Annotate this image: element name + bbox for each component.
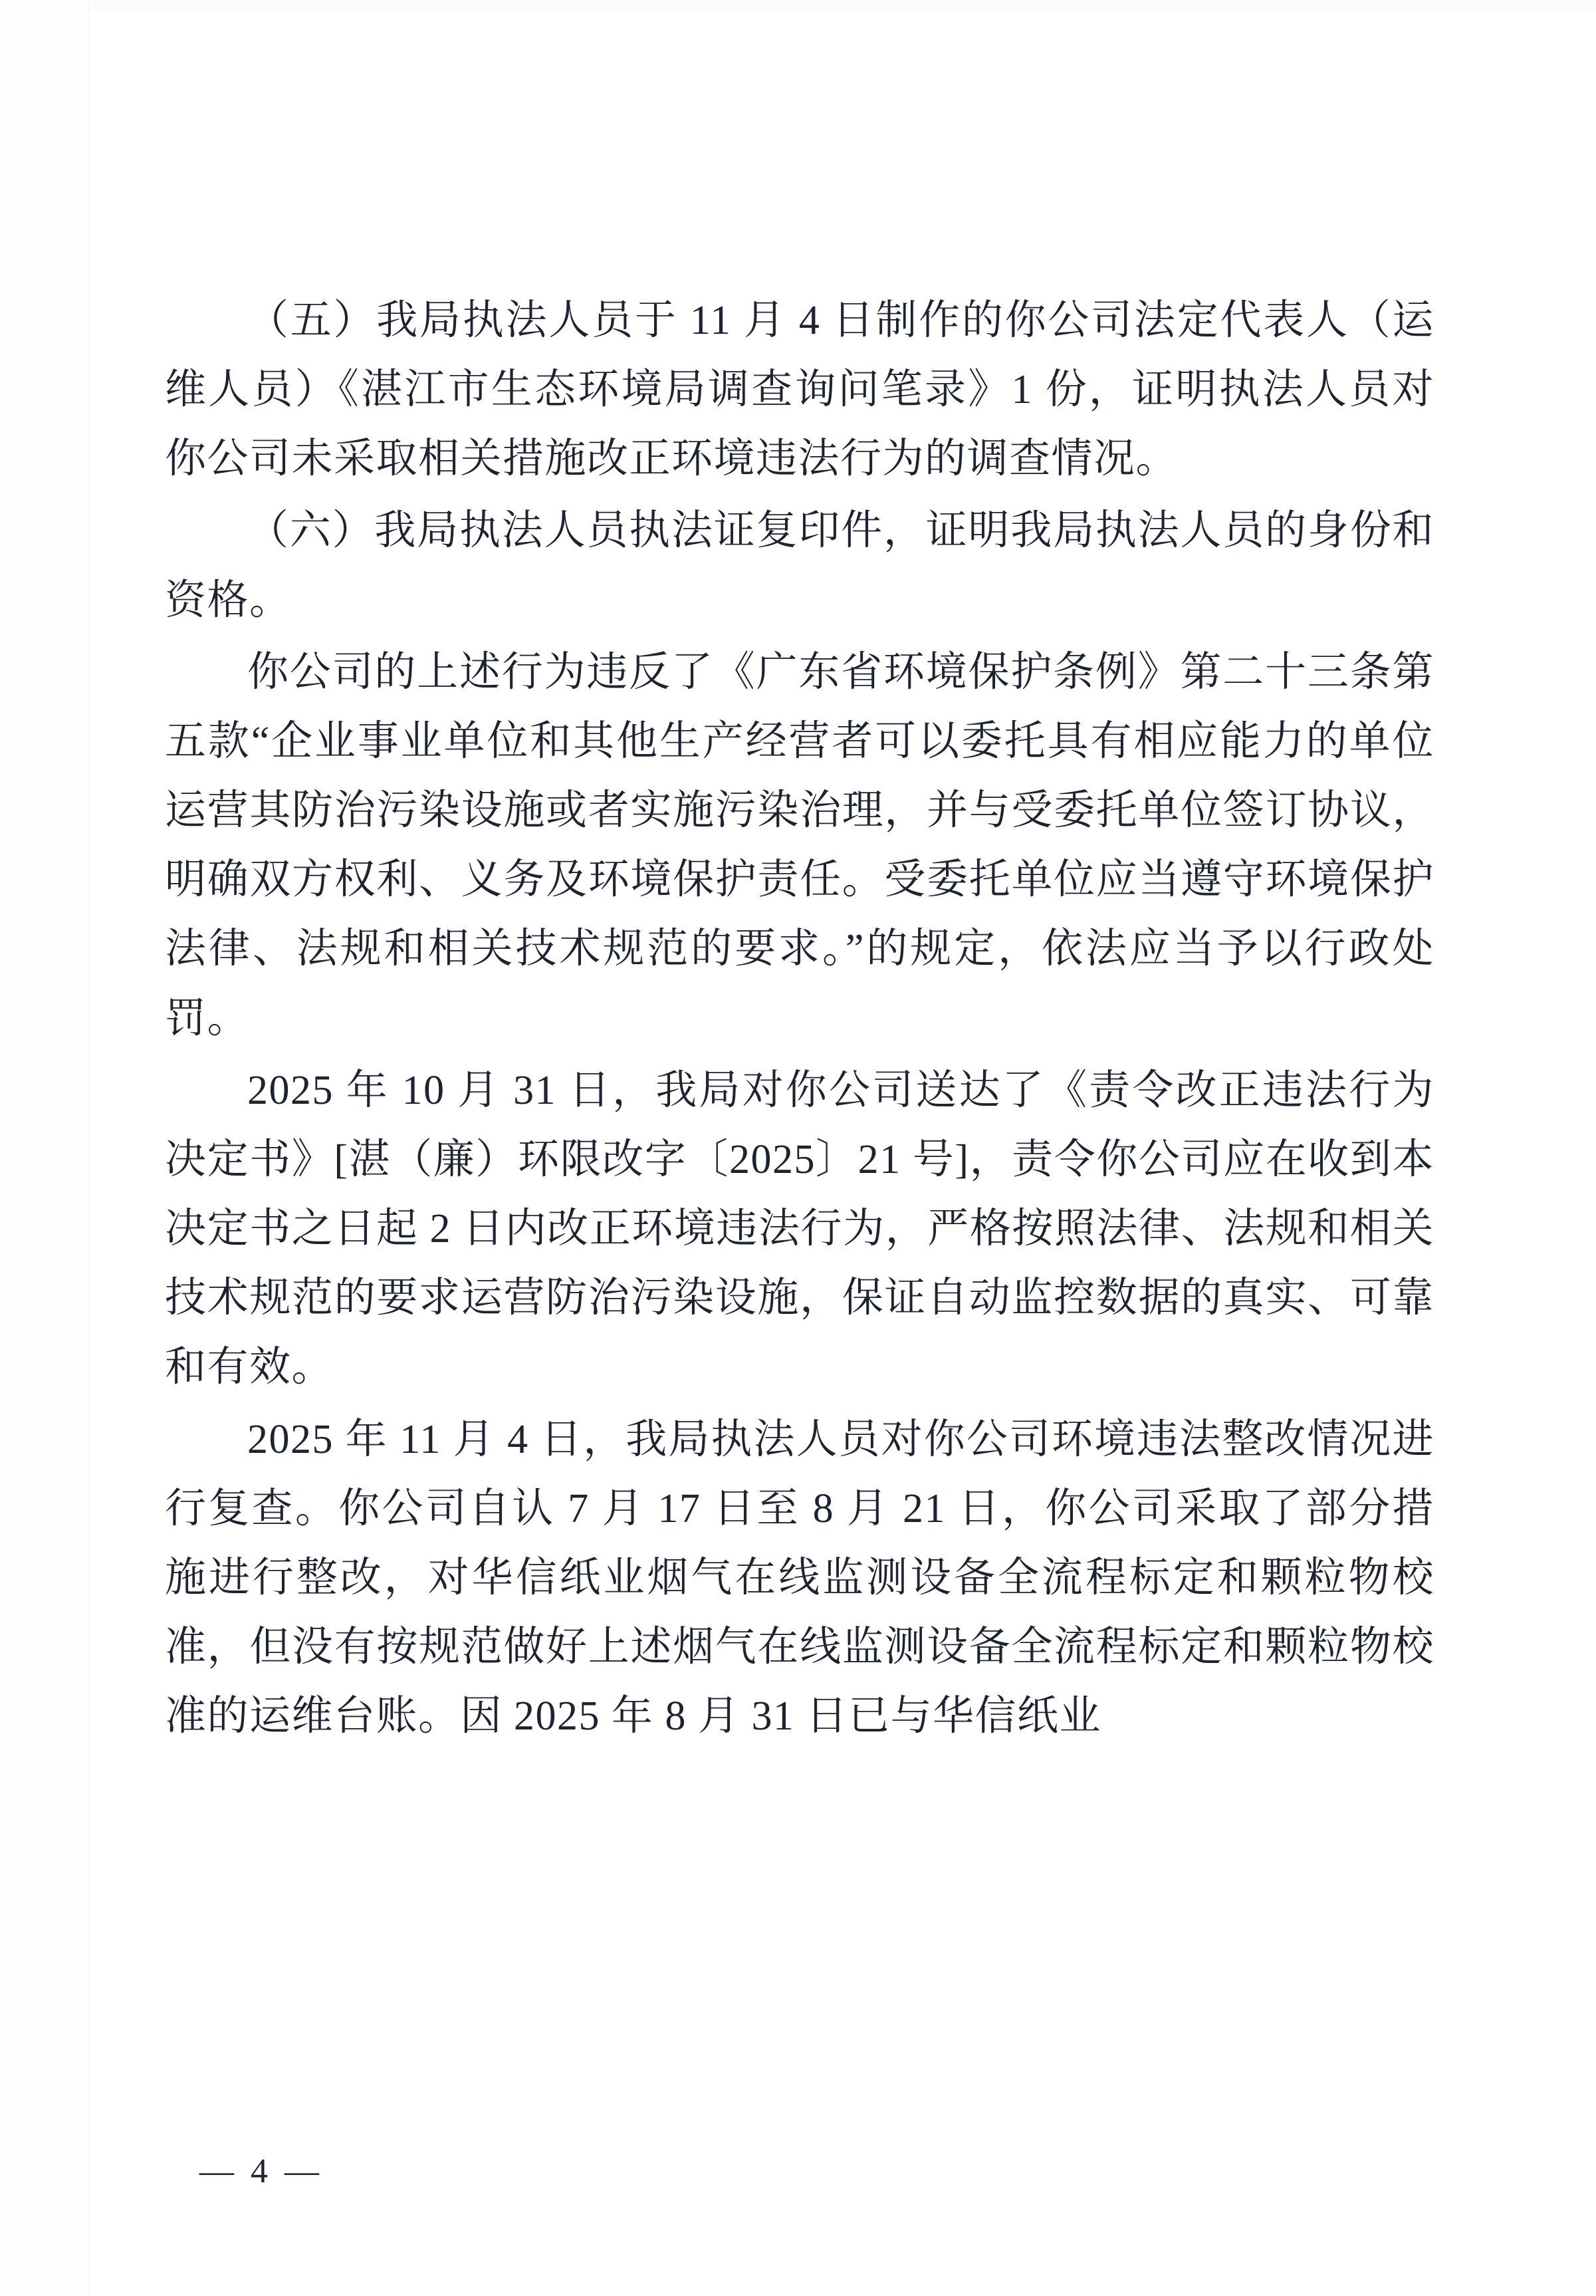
scan-edge-left [0,0,88,2296]
paragraph-violation-basis: 你公司的上述行为违反了《广东省环境保护条例》第二十三条第五款“企业事业单位和其他生产经营者可以委托具有相应能力的单位运营其防治污染设施或者实施污染治理，并与受委托单位签订协议，明确双方权利、义务及环境保护责任。受委托单位应当遵守环境保护法律、法规和相关技术规范的要求。”的规定，依法应当予以行政处罚。 [165,649,1434,1041]
paragraph-review-result: 2025 年 11 月 4 日，我局执法人员对你公司环境违法整改情况进行复查。你公司自认 7 月 17 日至 8 月 21 日，你公司采取了部分措施进行整改，对华信纸业烟气在线监测设备全流程标定和颗粒物校准，但没有按规范做好上述烟气在线监测设备全流程标定和颗粒物校准的运维台账。因 2025 年 8 月 31 日已与华信纸业 [165,1416,1434,1739]
paragraph-item-six: （六）我局执法人员执法证复印件，证明我局执法人员的身份和资格。 [165,508,1434,623]
paragraph-item-five: （五）我局执法人员于 11 月 4 日制作的你公司法定代表人（运维人员）《湛江市生态环境局调查询问笔录》1 份，证明执法人员对你公司未采取相关措施改正环境违法行为的调查情况。 [165,298,1434,482]
paragraph-order-notice: 2025 年 10 月 31 日，我局对你公司送达了《责令改正违法行为决定书》[湛（廉）环限改字〔2025〕21 号]，责令你公司应在收到本决定书之日起 2 日内改正环境违法行为，严格按照法律、法规和相关技术规范的要求运营防治污染设施，保证自动监控数据的真实、可靠和有效。 [165,1067,1434,1390]
scan-edge-top [0,0,1596,12]
page-number: — 4 — [199,2152,323,2190]
document-body [165,286,1434,1753]
